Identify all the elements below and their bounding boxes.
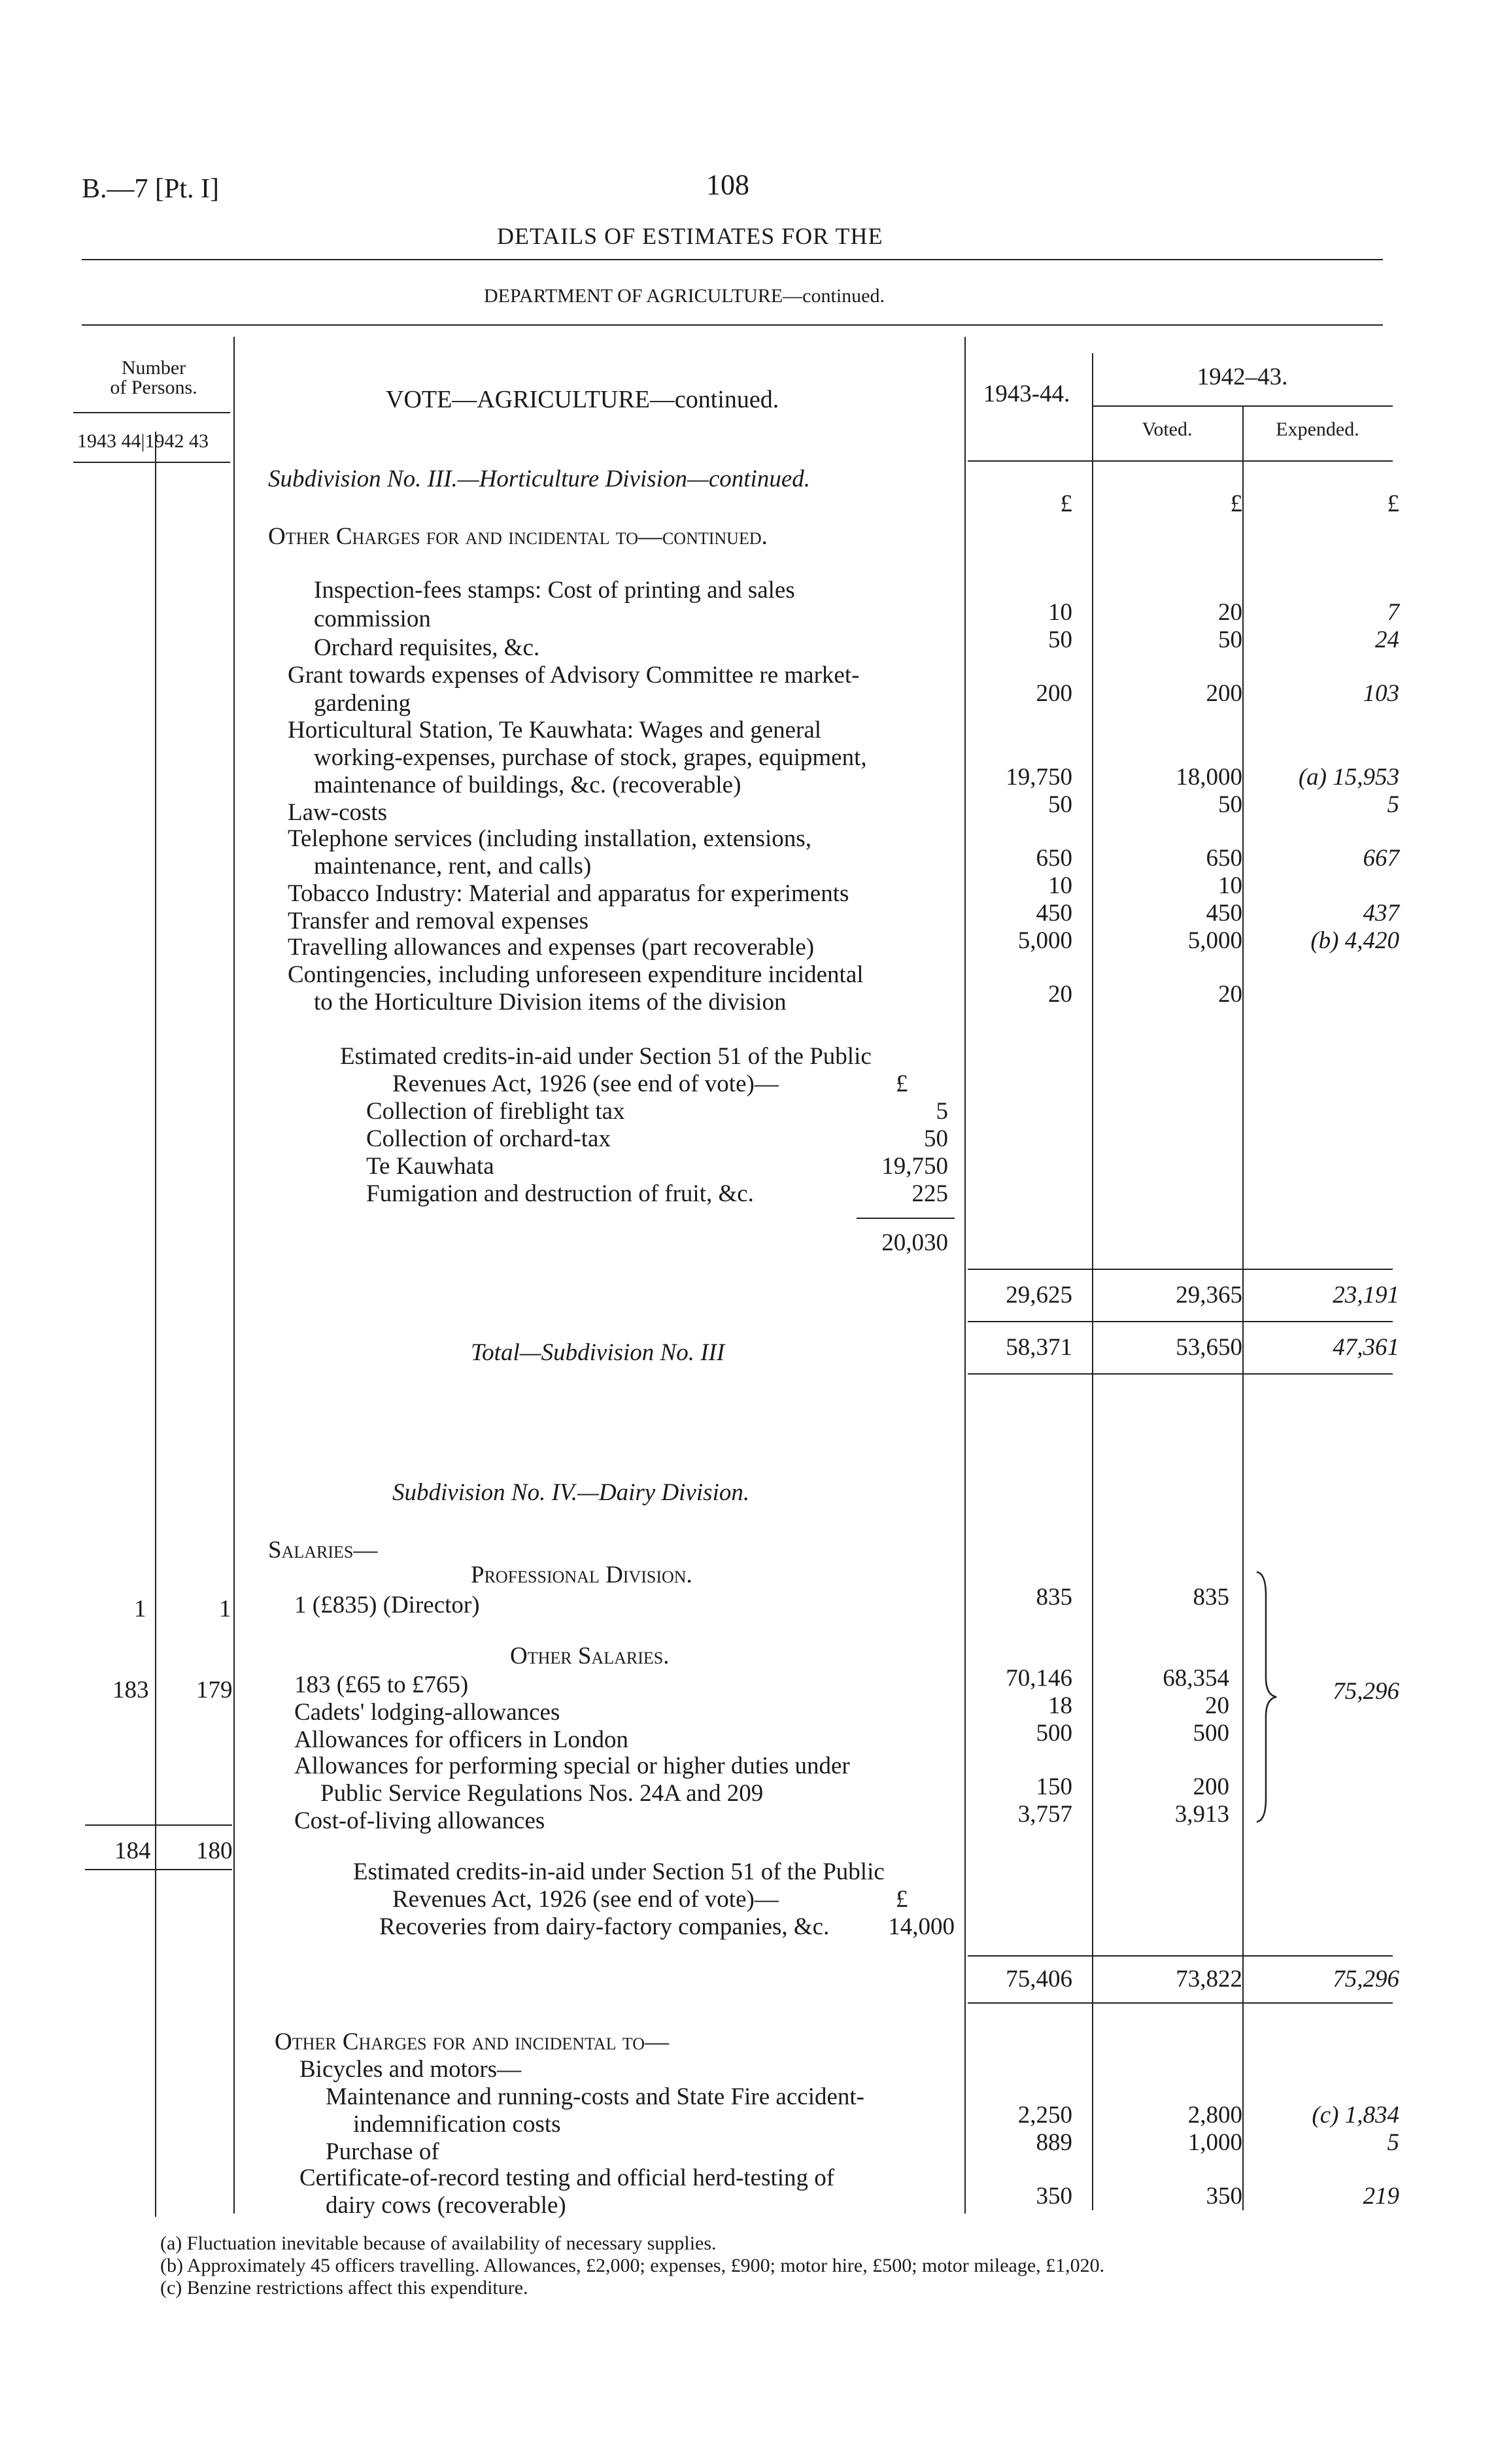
credits-total: 20,030 [881,1229,948,1256]
credit-value: 50 [924,1125,948,1152]
salaries-heading: Salaries— [268,1537,378,1564]
subtotal-voted: 29,365 [1176,1282,1242,1309]
salary-label: Cost-of-living allowances [294,1807,545,1834]
voted-1942: 20 [1205,1692,1229,1719]
vote-heading: VOTE—AGRICULTURE—continued. [386,386,779,413]
line-item-label: Inspection-fees stamps: Cost of printing and sales [314,577,795,604]
estimate-1943: 18 [1048,1692,1072,1719]
credit-value: 5 [936,1098,948,1125]
voted-1942: 200 [1193,1773,1229,1800]
rule [82,259,1383,260]
voted-1942: 20 [1218,981,1242,1008]
expended-1942: 7 [1387,599,1399,626]
estimate-1943: 450 [1036,900,1072,927]
expended-1942: 5 [1387,2129,1399,2156]
rule [968,1269,1393,1270]
voted-1942: 10 [1218,872,1242,899]
expended-1942: (c) 1,834 [1312,2102,1399,2129]
line-item-label: working-expenses, purchase of stock, grapes, equipment, [314,744,867,771]
expended-1942: 24 [1375,626,1399,653]
expended-1942: 5 [1387,791,1399,818]
total-label: Total—Subdivision No. III [471,1339,725,1366]
voted-1942: 50 [1218,626,1242,653]
expended-1942: (a) 15,953 [1298,764,1399,791]
estimate-1943: 150 [1036,1773,1072,1800]
persons-1943: 183 [112,1677,149,1703]
voted-1942: 2,800 [1187,2102,1242,2129]
line-item-label: Certificate-of-record testing and official herd-testing of [299,2165,835,2191]
line-item-label: Travelling allowances and expenses (part recoverable) [288,934,815,961]
total-1943: 58,371 [1006,1334,1072,1361]
persons-header-1: Number [121,357,186,379]
estimate-1943: 350 [1036,2183,1072,2210]
estimate-1943: 2,250 [1017,2102,1072,2129]
credit-value: 225 [911,1180,948,1207]
estimate-1943: 20 [1048,981,1072,1008]
credit-value: 14,000 [888,1913,955,1940]
column-rule [155,432,156,2217]
footnote: (b) Approximately 45 officers travelling. Allowances, £2,000; expenses, £900; motor hire, £500; motor mileage, £1,020. [160,2255,1105,2276]
subtotal-1943: 29,625 [1006,1282,1072,1309]
credit-label: Collection of fireblight tax [366,1098,625,1125]
credit-value: 19,750 [881,1153,948,1180]
salary-label: Allowances for officers in London [294,1726,629,1753]
professional-division-heading: Professional Division. [471,1562,692,1588]
other-charges-heading: Other Charges for and incidental to—continued. [268,523,768,550]
voted-1942: 350 [1206,2183,1242,2210]
voted-1942: 18,000 [1176,764,1242,791]
line-item-label: Law-costs [288,799,388,826]
estimate-1943: 200 [1036,680,1072,707]
salary-label: 1 (£835) (Director) [294,1592,480,1618]
line-item-label: Horticultural Station, Te Kauwhata: Wages and general [288,717,822,744]
persons-1942: 1 [219,1596,231,1622]
pound-sign: £ [896,1070,908,1097]
rule [968,2002,1393,2004]
estimate-1943: 10 [1048,872,1072,899]
credit-label: Collection of orchard-tax [366,1125,611,1152]
salary-label: Cadets' lodging-allowances [294,1699,560,1726]
voted-1942: 50 [1218,791,1242,818]
estimate-1943: 650 [1036,845,1072,872]
estimate-1943: 19,750 [1006,764,1072,791]
subtotal-expended: 75,296 [1333,1966,1399,1993]
credits-in-aid-heading: Revenues Act, 1926 (see end of vote)— [392,1070,779,1097]
subdivision-heading: Subdivision No. IV.—Dairy Division. [392,1479,750,1506]
expended-1942: 437 [1363,900,1399,927]
rule [857,1218,955,1219]
voted-1942: 500 [1193,1720,1229,1747]
column-rule [233,337,235,2214]
voted-1942: 1,000 [1187,2129,1242,2156]
credits-in-aid-heading: Estimated credits-in-aid under Section 51 of the Public [353,1858,885,1885]
estimate-1943: 500 [1036,1720,1072,1747]
col-1942-header: 1942–43. [1197,364,1288,390]
persons-header-2: of Persons. [110,377,197,398]
column-rule [1242,405,1244,2210]
voted-1942: 450 [1206,900,1242,927]
voted-1942: 835 [1193,1584,1229,1611]
rule [968,1955,1393,1957]
persons-1943: 1 [134,1596,146,1622]
line-item-label: indemnification costs [353,2111,561,2138]
rule [968,1321,1393,1322]
rule [73,412,230,413]
estimate-1943: 10 [1048,599,1072,626]
footnote: (c) Benzine restrictions affect this expenditure. [160,2277,528,2299]
pound-sign: £ [1060,490,1072,517]
voted-header: Voted. [1142,419,1193,440]
line-item-label: dairy cows (recoverable) [326,2192,566,2219]
pound-sign: £ [1387,490,1399,517]
line-item-label: Tobacco Industry: Material and apparatus for experiments [288,880,849,907]
pound-sign: £ [1230,490,1242,517]
estimate-1943: 50 [1048,626,1072,653]
other-salaries-heading: Other Salaries. [510,1643,670,1669]
expended-1942: 103 [1363,680,1399,707]
credit-label: Te Kauwhata [366,1153,494,1180]
line-item-label: Transfer and removal expenses [288,908,588,934]
total-voted: 53,650 [1176,1334,1242,1361]
estimate-1943: 3,757 [1017,1801,1072,1828]
subtotal-expended: 23,191 [1333,1282,1399,1309]
credit-label: Recoveries from dairy-factory companies, &c. [379,1913,830,1940]
credit-label: Fumigation and destruction of fruit, &c. [366,1180,754,1207]
line-item-label: gardening [314,690,411,717]
credits-in-aid-heading: Estimated credits-in-aid under Section 51 of the Public [340,1043,872,1070]
persons-total-1943: 184 [114,1838,151,1864]
voted-1942: 200 [1206,680,1242,707]
estimate-1943: 70,146 [1006,1665,1072,1692]
other-charges-heading: Other Charges for and incidental to— [275,2028,669,2055]
line-item-label: Bicycles and motors— [299,2056,522,2083]
line-item-label: Purchase of [326,2138,439,2165]
persons-total-1942: 180 [196,1838,233,1864]
subtotal-1943: 75,406 [1006,1966,1072,1993]
line-item-label: maintenance, rent, and calls) [314,853,592,880]
salary-label: 183 (£65 to £765) [294,1671,469,1698]
expended-1942: 667 [1363,845,1399,872]
rule [968,1373,1393,1375]
rule [85,1869,232,1870]
col-1943-header: 1943-44. [983,381,1070,407]
years-header: 1943 44|1942 43 [77,430,209,452]
page-number: 108 [706,169,749,201]
line-item-label: Orchard requisites, &c. [314,634,540,661]
line-item-label: Contingencies, including unforeseen expenditure incidental [288,961,864,988]
estimate-1943: 50 [1048,791,1072,818]
line-item-label: Maintenance and running-costs and State Fire accident- [326,2083,864,2110]
page-title: DETAILS OF ESTIMATES FOR THE [497,223,883,249]
persons-1942: 179 [196,1677,233,1703]
total-expended: 47,361 [1333,1334,1399,1361]
salary-label: Allowances for performing special or higher duties under [294,1753,850,1779]
line-item-label: Grant towards expenses of Advisory Committee re market- [288,662,860,689]
rule [85,1824,232,1826]
line-item-label: commission [314,606,431,632]
expended-1942: (b) 4,420 [1310,927,1399,954]
rule [82,324,1383,326]
line-item-label: maintenance of buildings, &c. (recoverable) [314,772,741,798]
estimate-1943: 835 [1036,1584,1072,1611]
department-heading: DEPARTMENT OF AGRICULTURE—continued. [484,285,885,307]
rule [968,460,1393,462]
estimate-1943: 889 [1036,2129,1072,2156]
credits-in-aid-heading: Revenues Act, 1926 (see end of vote)— [392,1886,779,1913]
expended-1942: 219 [1363,2183,1399,2210]
salary-label: Public Service Regulations Nos. 24A and 209 [320,1780,764,1807]
estimate-1943: 5,000 [1017,927,1072,954]
subdivision-heading: Subdivision No. III.—Horticulture Division—continued. [268,466,810,492]
salaries-expended-total: 75,296 [1333,1678,1399,1705]
voted-1942: 650 [1206,845,1242,872]
voted-1942: 5,000 [1187,927,1242,954]
rule [73,462,230,463]
subtotal-voted: 73,822 [1176,1966,1242,1993]
voted-1942: 3,913 [1174,1801,1229,1828]
line-item-label: Telephone services (including installation, extensions, [288,825,811,852]
expended-header: Expended. [1276,419,1359,440]
voted-1942: 68,354 [1163,1665,1229,1692]
footnote: (a) Fluctuation inevitable because of availability of necessary supplies. [160,2233,717,2254]
page-reference: B.—7 [Pt. I] [82,174,219,204]
voted-1942: 20 [1218,599,1242,626]
pound-sign: £ [896,1886,908,1913]
line-item-label: to the Horticulture Division items of the division [314,989,787,1016]
